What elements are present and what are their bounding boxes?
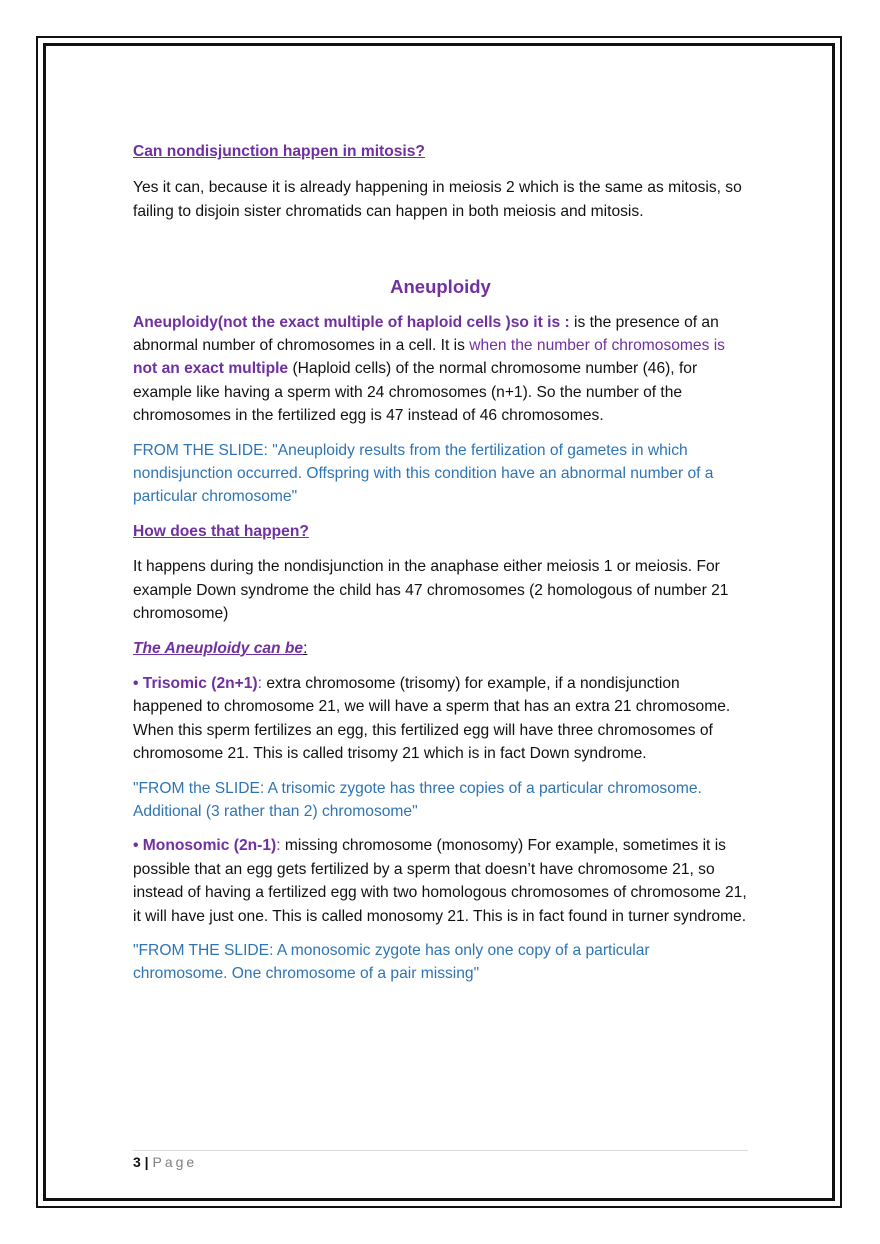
paragraph-aneuploidy-definition <box>133 311 748 428</box>
slide-quote-trisomic: "FROM the SLIDE: A trisomic zygote has three copies of a particular chromosome. Additional (3 rather than 2) chromosome" <box>133 779 702 820</box>
list-item-monosomic <box>133 834 748 928</box>
section-heading-mitosis: Can nondisjunction happen in mitosis? <box>133 143 425 160</box>
slide-quote-monosomic: "FROM THE SLIDE: A monosomic zygote has only one copy of a particular chromosome. One chromosome of a pair missing" <box>133 941 650 983</box>
trisomic-label: Trisomic (2n+1) <box>138 674 258 692</box>
page-title: Aneuploidy <box>390 276 491 298</box>
definition-text-1: is the presence of an abnormal number of chromosomes in a cell. It is <box>133 313 719 355</box>
definition-bold-text: not an exact multiple <box>133 360 289 378</box>
types-heading-text: The Aneuploidy can be <box>133 639 304 657</box>
monosomic-colon: : <box>276 837 285 855</box>
page-separator: | <box>140 1154 153 1170</box>
bullet-icon: • <box>133 674 139 692</box>
list-item-trisomic <box>133 672 748 766</box>
bullet-icon: • <box>133 837 139 855</box>
page-label: Page <box>152 1154 198 1170</box>
page-number: 3 <box>133 1154 141 1170</box>
trisomic-colon: : <box>257 674 267 692</box>
paragraph-how: It happens during the nondisjunction in the anaphase either meiosis 1 or meiosis. For example Down syndrome the child has 47 chromosomes (2 homologous of number 21 chromosome) <box>133 558 729 623</box>
document-body <box>133 140 748 986</box>
types-heading-colon: : <box>303 639 308 657</box>
definition-purple-text: when the number of chromosomes is <box>469 337 725 355</box>
paragraph-mitosis: Yes it can, because it is already happening in meiosis 2 which is the same as mitosis, so failing to disjoin sister chromatids can happen in both meiosis and mitosis. <box>133 179 742 220</box>
slide-quote-aneuploidy: FROM THE SLIDE: "Aneuploidy results from the fertilization of gametes in which nondisjunction occurred. Offspring with this condition have an abnormal number of a particular chromosome" <box>133 441 714 506</box>
monosomic-label: Monosomic (2n-1) <box>138 837 277 855</box>
monosomic-text: missing chromosome (monosomy) For example, sometimes it is possible that an egg gets fertilized by a sperm that doesn’t have chromosome 21, so instead of having a fertilized egg with two homologous chromosomes of chromosome 21, it will have just one. This is called monosomy 21. This is in fact found in turner syndrome. <box>133 837 747 925</box>
definition-text-2: (Haploid cells) of the normal chromosome number (46), for example like having a sperm with 24 chromosomes (n+1). So the number of the chromosomes in the fertilized egg is 47 instead of 46 chromosomes. <box>133 360 698 425</box>
trisomic-text: extra chromosome (trisomy) for example, if a nondisjunction happened to chromosome 21, we will have a sperm that has an extra 21 chromosome. When this sperm fertilizes an egg, this fertilized egg will have three chromosomes of chromosome 21. This is called trisomy 21 which is in fact Down syndrome. <box>133 674 731 763</box>
definition-lead: Aneuploidy(not the exact multiple of haploid cells )so it is : <box>133 313 574 331</box>
page-footer <box>133 1150 748 1170</box>
section-heading-how: How does that happen? <box>133 522 309 540</box>
section-heading-types <box>133 637 748 660</box>
